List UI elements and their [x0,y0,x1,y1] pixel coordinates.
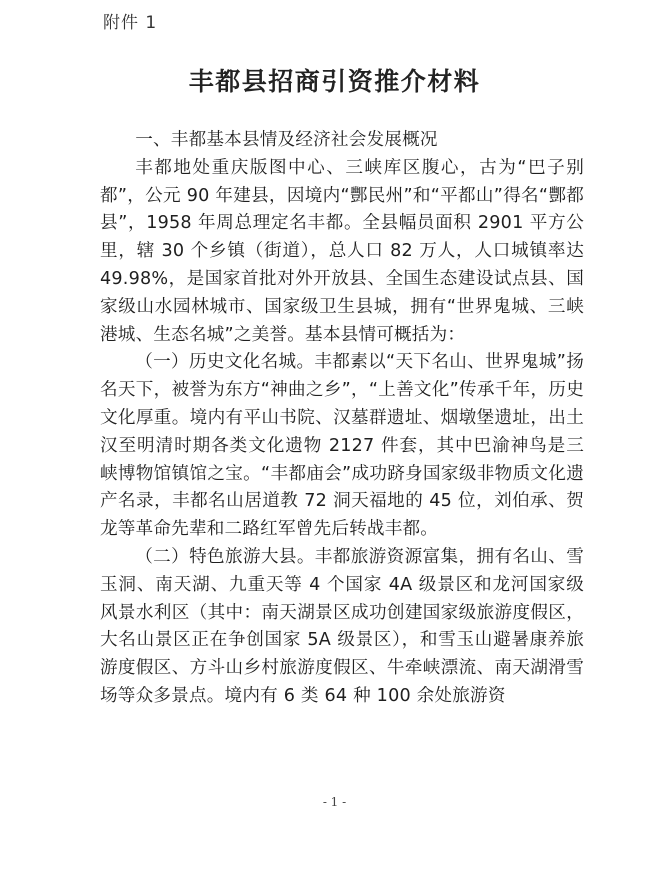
page-number: - 1 - [322,795,347,809]
document-title: 丰都县招商引资推介材料 [188,67,481,96]
paragraph-overview: 丰都地处重庆版图中心、三峡库区腹心，古为“巴子别都”，公元 90 年建县，因境内“酆民州”和“平都山”得名“酆都县”，1958 年周总理定名丰都。全县幅员面积 2901 平方公里，辖 30 个乡镇（街道），总人口 82 万人，人口城镇率达 49.98%，是国家首批对外开放县、全国生态建设试点县、国家级山水园林城市、国家级卫生县城，拥有“世界鬼城、三峡港城、生态名城”之美誉。基本县情可概括为： [100,157,584,345]
paragraph-history-culture: （一）历史文化名城。丰都素以“天下名山、世界鬼城”扬名天下，被誉为东方“神曲之乡”，“上善文化”传承千年，历史文化厚重。境内有平山书院、汉墓群遗址、烟墩堡遗址，出土汉至明清时期各类文化遗物 2127 件套，其中巴渝神鸟是三峡博物馆镇馆之宝。“丰都庙会”成功跻身国家级非物质文化遗产名录，丰都名山居道教 72 洞天福地的 45 位，刘伯承、贺龙等革命先辈和二路红军曾先后转战丰都。 [100,352,584,540]
section-heading: 一、丰都基本县情及经济社会发展概况 [135,130,438,150]
document-body [100,127,584,711]
paragraph-tourism: （二）特色旅游大县。丰都旅游资源富集，拥有名山、雪玉洞、南天湖、九重天等 4 个国家 4A 级景区和龙河国家级风景水利区（其中：南天湖景区成功创建国家级旅游度假区，大名山景区正在争创国家 5A 级景区），和雪玉山避暑康养旅游度假区、方斗山乡村旅游度假区、牛牵峡漂流、南天湖滑雪场等众多景点。境内有 6 类 64 种 100 余处旅游资 [100,546,584,706]
attachment-label: 附件 1 [103,13,158,33]
